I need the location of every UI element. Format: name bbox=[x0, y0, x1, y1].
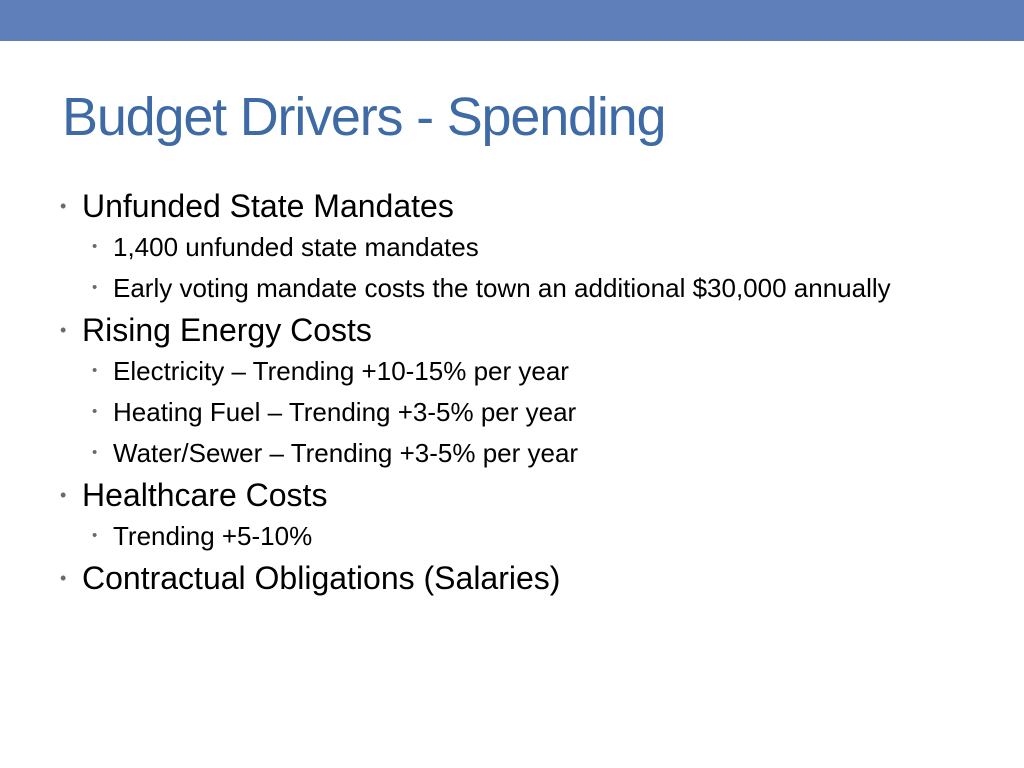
sub-bullet-text: Trending +5-10% bbox=[113, 521, 313, 551]
bullet-item bbox=[60, 558, 900, 598]
bullet-item bbox=[60, 186, 900, 226]
bullet-text: Healthcare Costs bbox=[82, 477, 328, 513]
slide-header-bar bbox=[0, 0, 1024, 41]
sub-bullet-item bbox=[60, 271, 900, 305]
bullet-icon: • bbox=[60, 485, 67, 505]
sub-bullet-icon: • bbox=[92, 403, 98, 420]
sub-bullet-icon: • bbox=[92, 444, 98, 461]
slide-title: Budget Drivers - Spending bbox=[62, 87, 666, 147]
sub-bullet-item bbox=[60, 395, 900, 429]
bullet-item bbox=[60, 475, 900, 515]
bullet-text: Contractual Obligations (Salaries) bbox=[82, 560, 561, 596]
bullet-list bbox=[60, 186, 900, 598]
sub-bullet-item bbox=[60, 230, 900, 264]
bullet-text: Rising Energy Costs bbox=[82, 312, 372, 348]
sub-bullet-text: Electricity – Trending +10-15% per year bbox=[113, 356, 569, 386]
sub-bullet-text: Early voting mandate costs the town an additional $30,000 annually bbox=[113, 273, 891, 303]
bullet-item bbox=[60, 310, 900, 350]
sub-bullet-item bbox=[60, 354, 900, 388]
sub-bullet-item bbox=[60, 519, 900, 553]
sub-bullet-text: Heating Fuel – Trending +3-5% per year bbox=[113, 397, 577, 427]
sub-bullet-icon: • bbox=[92, 362, 98, 379]
sub-bullet-icon: • bbox=[92, 527, 98, 544]
bullet-text: Unfunded State Mandates bbox=[82, 188, 454, 224]
sub-bullet-icon: • bbox=[92, 238, 98, 255]
bullet-icon: • bbox=[60, 196, 67, 216]
sub-bullet-item bbox=[60, 436, 900, 470]
sub-bullet-text: 1,400 unfunded state mandates bbox=[113, 232, 479, 262]
sub-bullet-text: Water/Sewer – Trending +3-5% per year bbox=[113, 438, 579, 468]
sub-bullet-icon: • bbox=[92, 279, 98, 296]
bullet-icon: • bbox=[60, 320, 67, 340]
bullet-icon: • bbox=[60, 568, 67, 588]
